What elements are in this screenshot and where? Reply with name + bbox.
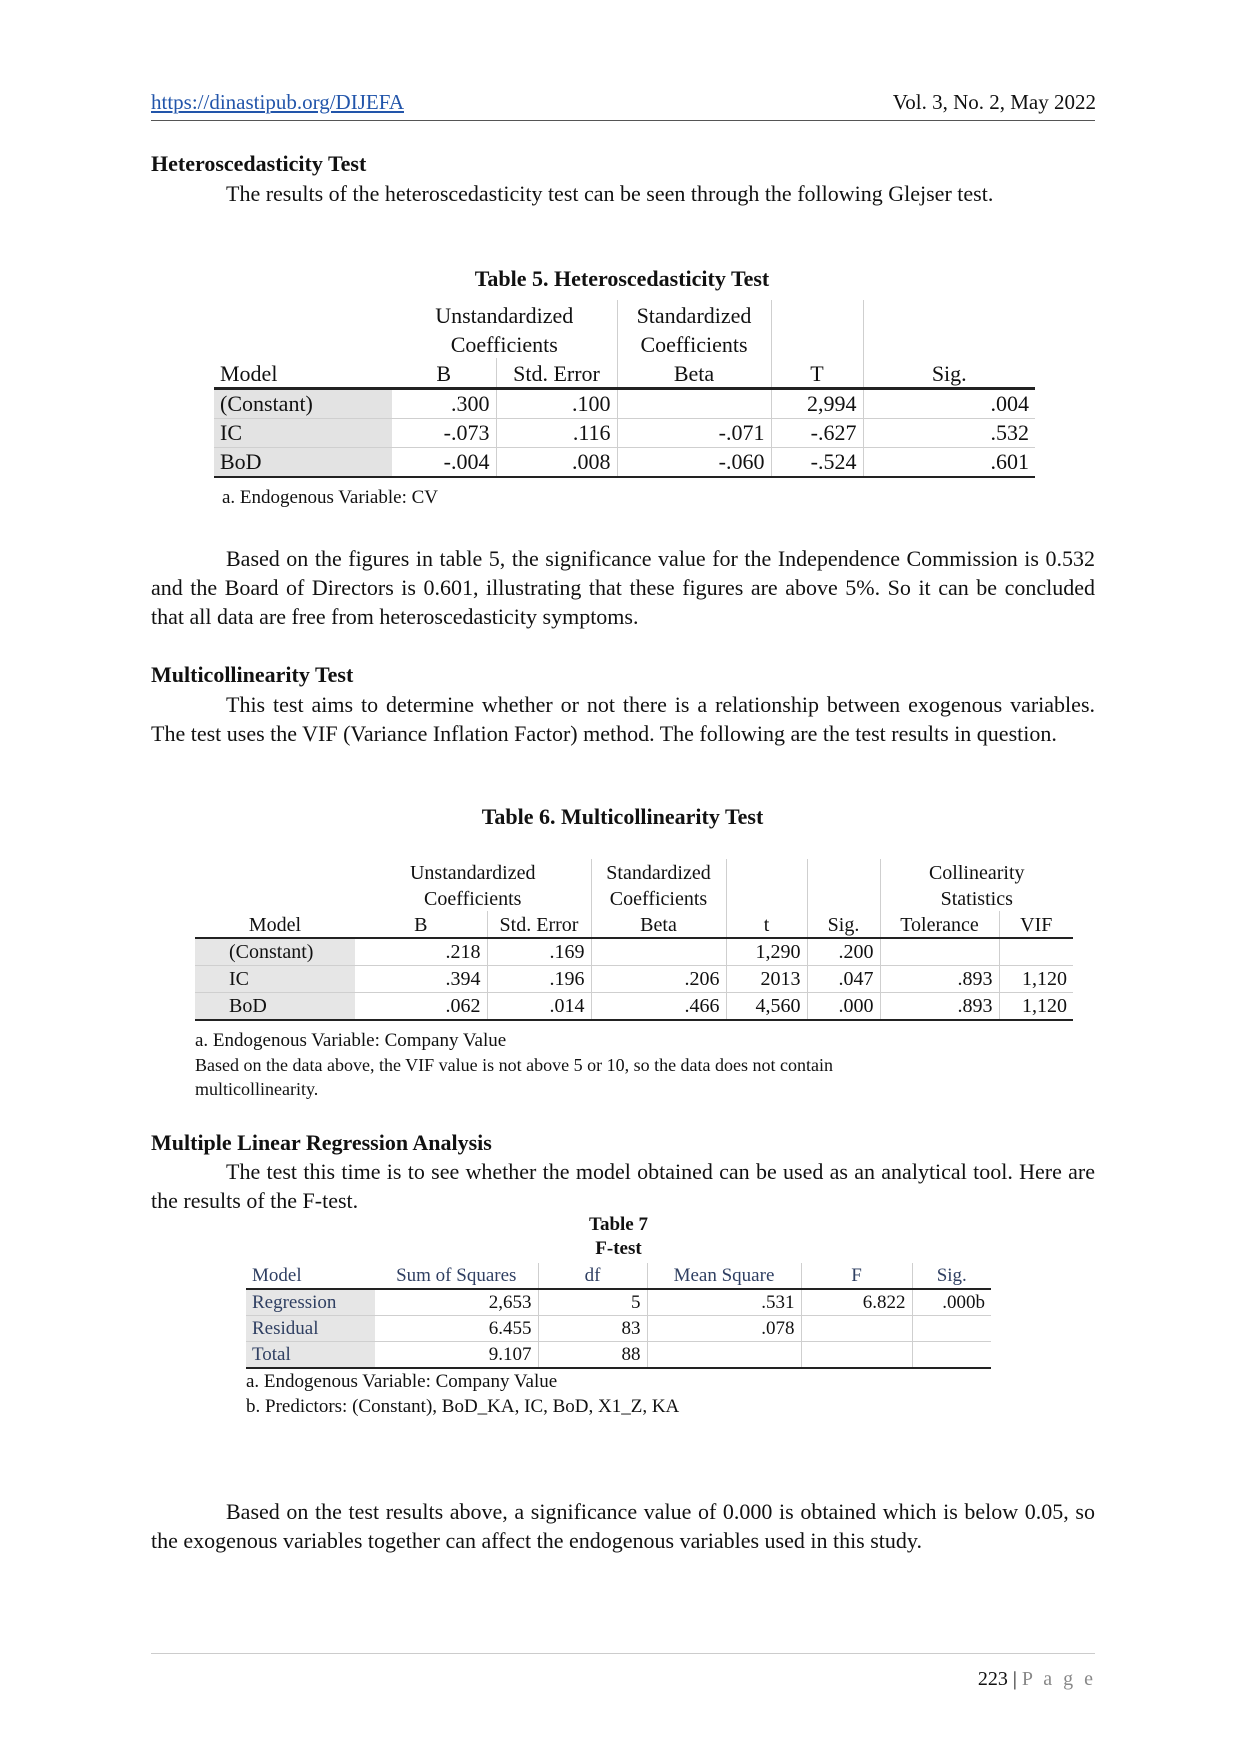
cell-vif: 1,120 — [999, 966, 1073, 993]
cell-b: .394 — [355, 966, 487, 993]
cell-b: -.073 — [392, 419, 496, 448]
cell-beta: .466 — [591, 993, 726, 1021]
cell-b: .300 — [392, 389, 496, 419]
heteroscedasticity-intro-text: The results of the heteroscedasticity test can be seen through the following Glejser test. — [226, 181, 994, 206]
table7-caption-line2: F-test — [595, 1238, 642, 1259]
cell-ms: .531 — [647, 1289, 801, 1316]
cell-f — [801, 1316, 912, 1342]
cell-tolerance: .893 — [880, 993, 999, 1021]
regression-intro — [151, 1157, 1095, 1215]
t7-h-df: df — [538, 1263, 647, 1289]
table7-caption — [246, 1213, 991, 1261]
row-label: Total — [246, 1342, 375, 1369]
cell-df: 88 — [538, 1342, 647, 1369]
cell-se: .116 — [496, 419, 617, 448]
t6-h-unstandardized: Unstandardized — [355, 859, 591, 885]
cell-b: -.004 — [392, 448, 496, 478]
t6-h-t: t — [726, 911, 807, 938]
row-label: IC — [195, 966, 355, 993]
table6-note-c: multicollinearity. — [195, 1079, 319, 1099]
table5-discussion — [151, 544, 1095, 631]
table6-caption: Table 6. Multicollinearity Test — [481, 804, 764, 829]
t5-h-b: B — [392, 358, 496, 389]
row-label: (Constant) — [214, 389, 392, 419]
cell-t: 2,994 — [771, 389, 863, 419]
cell-ms: .078 — [647, 1316, 801, 1342]
cell-tolerance: .893 — [880, 966, 999, 993]
table-row — [246, 1342, 991, 1369]
t5-h-coefficients-1: Coefficients — [392, 329, 617, 358]
table-row — [246, 1316, 991, 1342]
cell-b: .062 — [355, 993, 487, 1021]
t7-h-mean-square: Mean Square — [647, 1263, 801, 1289]
table7-caption-line1: Table 7 — [589, 1214, 648, 1235]
cell-ms — [647, 1342, 801, 1369]
cell-sig: .532 — [863, 419, 1035, 448]
header-divider — [151, 120, 1095, 121]
cell-sig: .000 — [807, 993, 880, 1021]
t6-h-coefficients-2: Coefficients — [591, 885, 726, 911]
heteroscedasticity-intro — [151, 179, 1095, 208]
cell-sig: .004 — [863, 389, 1035, 419]
t6-h-tolerance: Tolerance — [880, 911, 999, 938]
table-row — [214, 419, 1035, 448]
table-row — [195, 966, 1073, 993]
t6-h-collinearity: Collinearity — [928, 862, 1025, 884]
t6-h-sig: Sig. — [807, 911, 880, 938]
heteroscedasticity-heading: Heteroscedasticity Test — [151, 151, 367, 176]
t7-h-f: F — [801, 1263, 912, 1289]
row-label: Regression — [246, 1289, 375, 1316]
cell-t: 1,290 — [726, 938, 807, 966]
cell-se: .014 — [487, 993, 591, 1021]
t6-h-std-error: Std. Error — [487, 911, 591, 938]
t6-h-b: B — [355, 911, 487, 938]
cell-sig: .601 — [863, 448, 1035, 478]
t7-h-sum-of-squares: Sum of Squares — [375, 1263, 538, 1289]
t6-h-coefficients-1: Coefficients — [355, 885, 591, 911]
t5-h-standardized: Standardized — [617, 300, 771, 329]
t5-h-sig: Sig. — [931, 361, 967, 386]
t6-h-statistics: Statistics — [940, 888, 1013, 910]
cell-se: .169 — [487, 938, 591, 966]
cell-t: 2013 — [726, 966, 807, 993]
cell-ss: 9.107 — [375, 1342, 538, 1369]
cell-df: 5 — [538, 1289, 647, 1316]
page-footer — [978, 1668, 1096, 1691]
cell-f — [801, 1342, 912, 1369]
table6-note-a: a. Endogenous Variable: Company Value — [195, 1030, 507, 1051]
t5-h-model: Model — [220, 361, 278, 386]
cell-tolerance — [880, 938, 999, 966]
cell-beta: -.060 — [617, 448, 771, 478]
cell-ss: 6.455 — [375, 1316, 538, 1342]
table-row — [214, 448, 1035, 478]
multicollinearity-heading: Multicollinearity Test — [151, 662, 354, 687]
table-row — [214, 389, 1035, 419]
t6-h-model: Model — [248, 914, 302, 936]
t5-h-coefficients-2: Coefficients — [617, 329, 771, 358]
t5-h-beta: Beta — [617, 358, 771, 389]
t6-h-vif: VIF — [1020, 914, 1053, 936]
row-label: BoD — [214, 448, 392, 478]
cell-vif — [999, 938, 1073, 966]
table5-caption: Table 5. Heteroscedasticity Test — [474, 266, 770, 291]
page-number: 223 — [977, 1668, 1008, 1690]
row-label: (Constant) — [195, 938, 355, 966]
volume-info: Vol. 3, No. 2, May 2022 — [892, 90, 1096, 114]
row-label: IC — [214, 419, 392, 448]
regression-intro-text: The test this time is to see whether the model obtained can be used as an analytical tool. Here are the results of the F-test. — [151, 1159, 1095, 1213]
row-label: BoD — [195, 993, 355, 1021]
cell-vif: 1,120 — [999, 993, 1073, 1021]
cell-beta: .206 — [591, 966, 726, 993]
cell-b: .218 — [355, 938, 487, 966]
t5-h-std-error: Std. Error — [496, 358, 617, 389]
cell-sig: .047 — [807, 966, 880, 993]
page-word: P a g e — [1021, 1668, 1096, 1690]
table7-ftest — [246, 1263, 991, 1369]
row-label: Residual — [246, 1316, 375, 1342]
cell-ss: 2,653 — [375, 1289, 538, 1316]
footer-divider — [151, 1653, 1095, 1654]
cell-sig — [912, 1342, 991, 1369]
regression-heading: Multiple Linear Regression Analysis — [151, 1130, 492, 1155]
multicollinearity-intro — [151, 690, 1095, 748]
t7-h-sig: Sig. — [936, 1264, 967, 1286]
t5-h-t: T — [771, 358, 863, 389]
table6-multicollinearity — [195, 859, 1073, 1021]
table7-note-b: b. Predictors: (Constant), BoD_KA, IC, BoD, X1_Z, KA — [246, 1396, 680, 1417]
cell-beta — [591, 938, 726, 966]
t5-h-unstandardized: Unstandardized — [392, 300, 617, 329]
table-row — [195, 938, 1073, 966]
cell-sig: .200 — [807, 938, 880, 966]
cell-df: 83 — [538, 1316, 647, 1342]
table5-heteroscedasticity — [214, 300, 1035, 478]
footer-separator: | — [1012, 1668, 1017, 1690]
table5-note: a. Endogenous Variable: CV — [222, 487, 438, 508]
cell-se: .196 — [487, 966, 591, 993]
ftest-discussion-text: Based on the test results above, a significance value of 0.000 is obtained which is below 0.05, so the exogenous variables together can affect the endogenous variables used in this study. — [151, 1499, 1095, 1553]
cell-sig: .000b — [912, 1289, 991, 1316]
table5-discussion-text: Based on the figures in table 5, the significance value for the Independence Commission is 0.532 and the Board of Directors is 0.601, illustrating that these figures are above 5%. So it can be concluded that all data are free from heteroscedasticity symptoms. — [151, 546, 1095, 629]
table-row — [195, 993, 1073, 1021]
cell-f: 6.822 — [801, 1289, 912, 1316]
cell-sig — [912, 1316, 991, 1342]
table7-note-a: a. Endogenous Variable: Company Value — [246, 1371, 558, 1392]
table6-note-b: Based on the data above, the VIF value is not above 5 or 10, so the data does not contain — [195, 1055, 834, 1075]
cell-t: -.524 — [771, 448, 863, 478]
table-row — [246, 1289, 991, 1316]
cell-beta: -.071 — [617, 419, 771, 448]
ftest-discussion — [151, 1497, 1095, 1555]
cell-t: -.627 — [771, 419, 863, 448]
t6-h-standardized: Standardized — [591, 859, 726, 885]
t7-h-model: Model — [252, 1264, 302, 1286]
multicollinearity-intro-text: This test aims to determine whether or not there is a relationship between exogenous variables. The test uses the VIF (Variance Inflation Factor) method. The following are the test results in question. — [151, 692, 1095, 746]
cell-t: 4,560 — [726, 993, 807, 1021]
t6-h-beta: Beta — [591, 911, 726, 938]
journal-url-link[interactable]: https://dinastipub.org/DIJEFA — [151, 90, 404, 114]
cell-se: .100 — [496, 389, 617, 419]
cell-se: .008 — [496, 448, 617, 478]
cell-beta — [617, 389, 771, 419]
